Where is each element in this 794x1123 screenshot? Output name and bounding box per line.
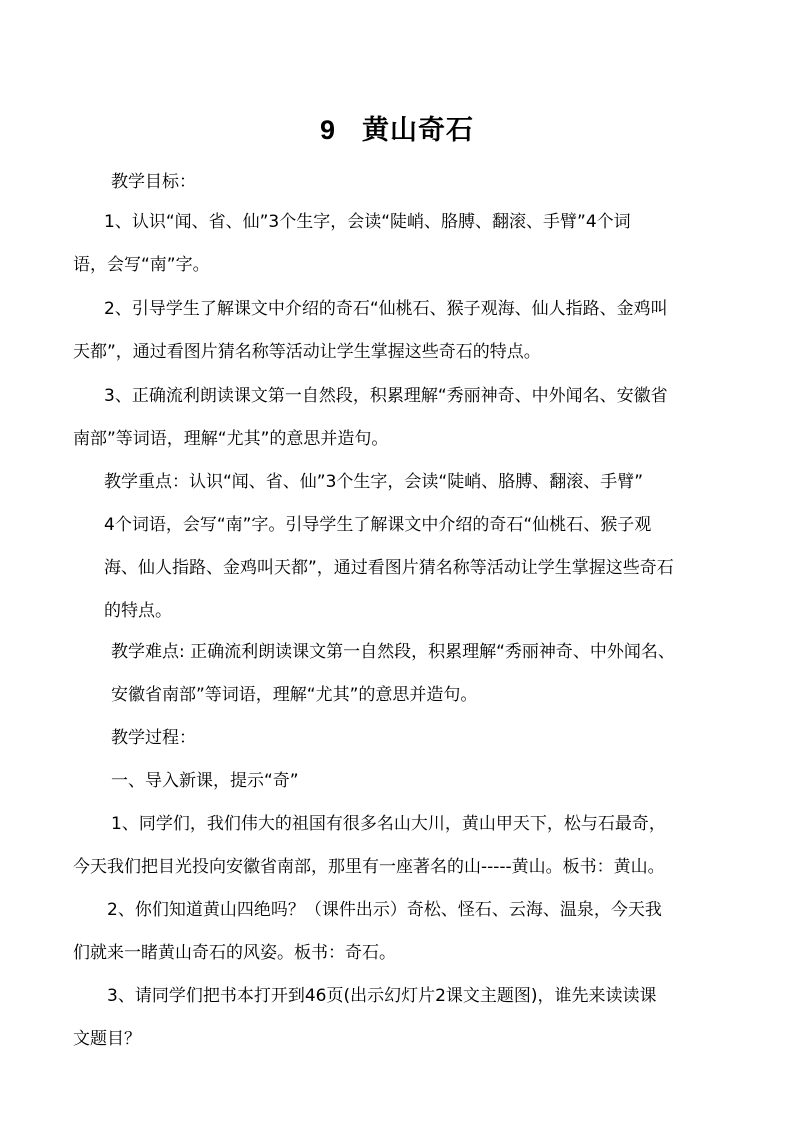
objective-3-line-1: 3、正确流利朗读课文第一自然段，积累理解“秀丽神奇、中外闻名、安徽省 bbox=[104, 386, 668, 406]
lesson-title-text: 黄山奇石 bbox=[362, 115, 475, 146]
step-3-line-1: 3、请同学们把书本打开到46页(出示幻灯片2课文主题图)，谁先来读读课 bbox=[107, 986, 657, 1006]
lesson-number: 9 bbox=[319, 115, 337, 145]
objective-1-line-1: 1、认识“闻、省、仙”3个生字，会读“陡峭、胳膊、翻滚、手臂”4个词 bbox=[104, 212, 631, 232]
objective-2-line-2: 天都”，通过看图片猜名称等活动让学生掌握这些奇石的特点。 bbox=[73, 342, 541, 362]
key-points-line-4: 的特点。 bbox=[104, 601, 172, 621]
objective-1-line-2: 语，会写“南”字。 bbox=[73, 255, 210, 275]
step-3-line-2: 文题目？ bbox=[73, 1029, 141, 1049]
step-1-line-1: 1、同学们，我们伟大的祖国有很多名山大川，黄山甲天下，松与石最奇， bbox=[111, 814, 666, 834]
step-2-line-2: 们就来一睹黄山奇石的风姿。板书：奇石。 bbox=[73, 943, 396, 963]
objective-3-line-2: 南部”等词语，理解“尤其”的意思并造句。 bbox=[73, 429, 389, 449]
objective-2-line-1: 2、引导学生了解课文中介绍的奇石“仙桃石、猴子观海、仙人指路、金鸡叫 bbox=[104, 299, 668, 319]
step-2-line-1: 2、你们知道黄山四绝吗？（课件出示）奇松、怪石、云海、温泉，今天我 bbox=[107, 900, 662, 920]
difficulties-line-1: 教学难点: 正确流利朗读课文第一自然段，积累理解“秀丽神奇、中外闻名、 bbox=[111, 642, 675, 662]
key-points-line-1: 教学重点：认识“闻、省、仙”3个生字，会读“陡峭、胳膊、翻滚、手臂” bbox=[104, 472, 644, 492]
difficulties-line-2: 安徽省南部”等词语，理解“尤其”的意思并造句。 bbox=[111, 685, 478, 705]
lesson-title bbox=[0, 108, 794, 147]
section-one-heading: 一、导入新课，提示“奇” bbox=[111, 771, 299, 791]
process-heading: 教学过程： bbox=[111, 728, 196, 748]
step-1-line-2: 今天我们把目光投向安徽省南部，那里有一座著名的山-----黄山。板书：黄山。 bbox=[73, 857, 665, 877]
key-points-line-2: 4个词语，会写“南”字。引导学生了解课文中介绍的奇石“仙桃石、猴子观 bbox=[104, 515, 652, 535]
objectives-heading: 教学目标： bbox=[111, 172, 196, 192]
key-points-line-3: 海、仙人指路、金鸡叫天都”，通过看图片猜名称等活动让学生掌握这些奇石 bbox=[104, 558, 674, 578]
